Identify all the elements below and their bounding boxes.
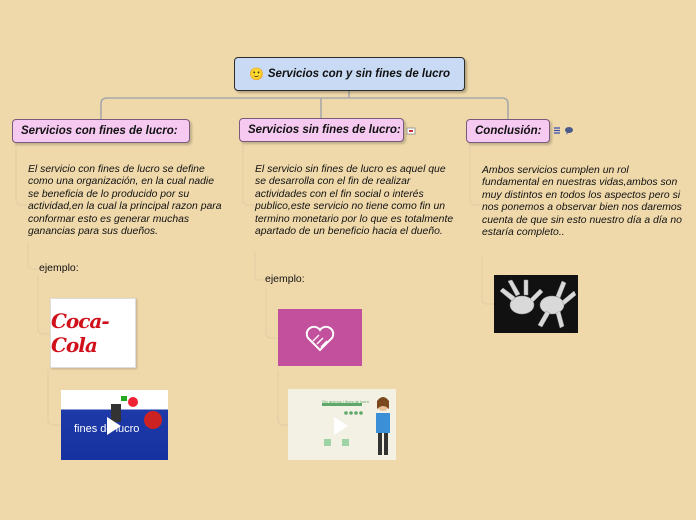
video-caption: fines de lucro <box>74 423 140 435</box>
comment-icon[interactable] <box>564 126 574 137</box>
heart-hands-image[interactable] <box>278 309 362 366</box>
video-thumbnail-sin-fines[interactable] <box>288 389 396 460</box>
notes-icon[interactable] <box>553 126 561 137</box>
branch-title: Conclusión: <box>475 125 542 137</box>
root-title: Servicios con y sin fines de lucro <box>267 68 451 80</box>
attachment-icon[interactable] <box>406 126 416 138</box>
root-topic[interactable] <box>234 57 465 91</box>
play-icon[interactable] <box>334 417 348 435</box>
branch-title: Servicios sin fines de lucro: <box>248 124 401 136</box>
coca-cola-logo-image[interactable] <box>50 298 136 368</box>
hands-image[interactable] <box>494 275 578 333</box>
branch-con-fines[interactable] <box>12 119 190 143</box>
branch-sin-fines[interactable] <box>239 118 404 142</box>
play-icon[interactable] <box>107 417 121 435</box>
heart-icon <box>303 323 337 353</box>
example-label: ejemplo: <box>39 262 79 274</box>
coca-cola-logo-text: Coca-Cola <box>51 309 109 357</box>
description-sin-fines: El servicio sin fines de lucro es aquel que se desarrolla con el fin de realizar actividades con el fin social o interés publico,este servicio no tiene como fin un termino monetario por lo que es totalmente apartado de un beneficio hacia el dueño. <box>255 164 454 238</box>
video-caption: Sin ánimos / fines de lucro <box>322 399 369 404</box>
description-conclusion: Ambos servicios cumplen un rol fundamental en nuestras vidas,ambos son muy distintos en todos los aspectos pero si nos ponemos a observar bien nos daremos cuenta de que sin esto nuestro día a día no estaría completo.. <box>482 165 682 239</box>
example-label: ejemplo: <box>265 273 305 285</box>
branch-conclusion[interactable] <box>466 119 550 143</box>
video-thumbnail-con-fines[interactable] <box>61 390 168 460</box>
description-con-fines: El servicio con fines de lucro se define como una organización, en la cual nadie se beneficia de lo producido por su actividad,en la cual la principal razon para conformar esto es generar muchas ganancias para sus dueños. <box>28 164 222 238</box>
smiley-icon: 🙂 <box>248 67 264 81</box>
branch-title: Servicios con fines de lucro: <box>21 125 178 137</box>
